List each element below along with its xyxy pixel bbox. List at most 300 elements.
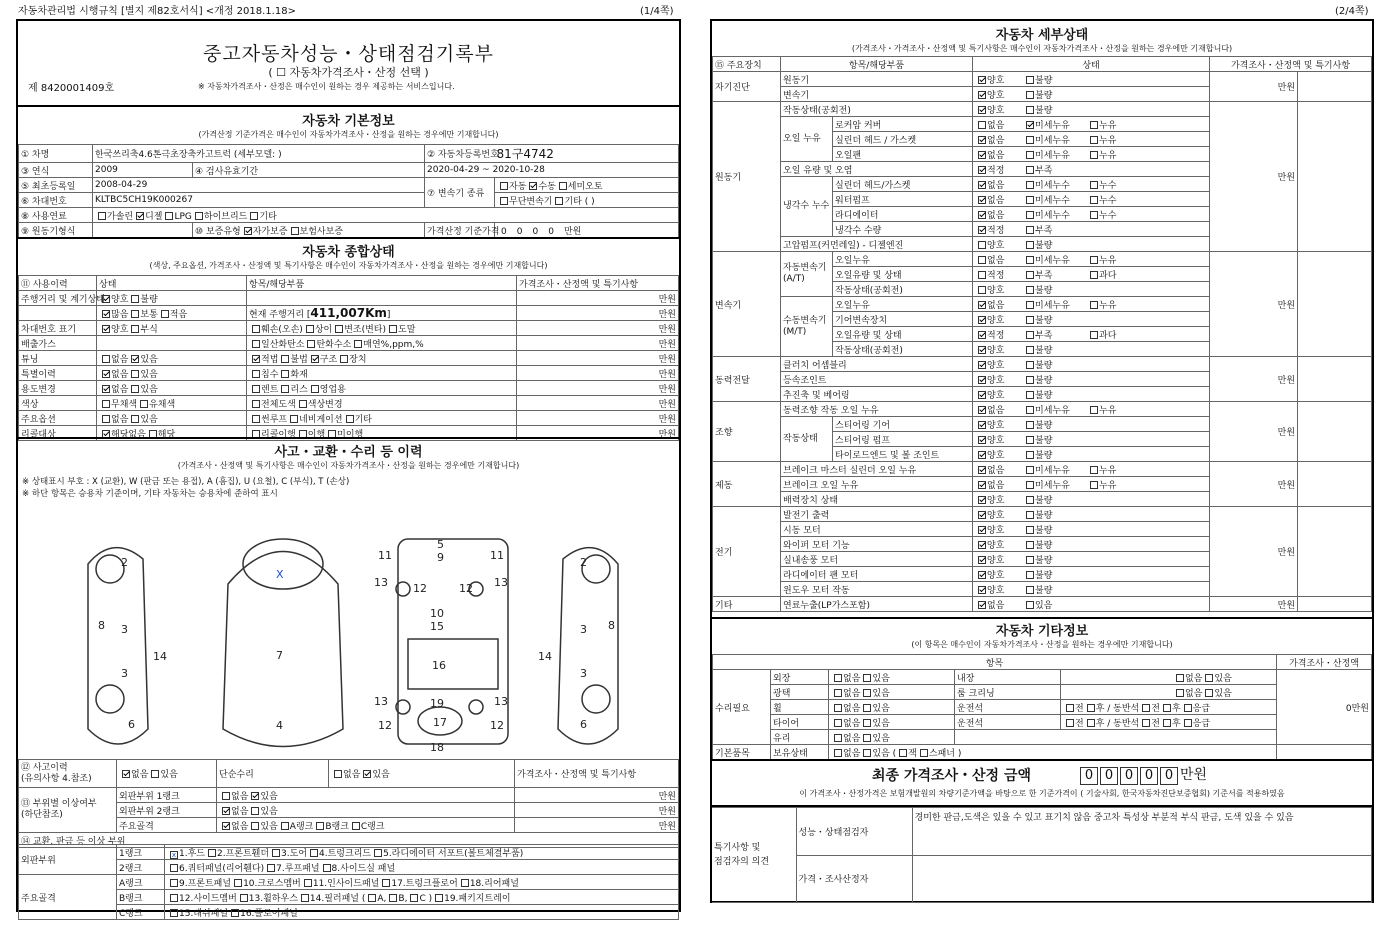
checkbox[interactable] — [102, 325, 110, 333]
doc-number: 제 8420001409호 — [28, 83, 115, 94]
checkbox[interactable] — [234, 879, 242, 887]
rank-item: 13.휠하우스 — [248, 893, 298, 904]
checkbox[interactable] — [978, 301, 986, 309]
checkbox[interactable] — [1090, 406, 1098, 414]
checkbox[interactable] — [978, 151, 986, 159]
overall-title: 자동차 종합상태 — [302, 245, 395, 260]
checkbox[interactable] — [131, 385, 139, 393]
unit: 만원 — [517, 291, 679, 306]
outer-panel-label: 외판부위 — [19, 845, 117, 875]
checkbox[interactable] — [170, 864, 178, 872]
checkbox[interactable] — [252, 355, 260, 363]
checkbox[interactable] — [978, 76, 986, 84]
checkbox[interactable] — [834, 704, 842, 712]
checkbox[interactable] — [352, 822, 360, 830]
checkbox[interactable] — [131, 310, 139, 318]
checkbox[interactable] — [978, 376, 986, 384]
group-label: 기타 — [713, 597, 781, 612]
checkbox[interactable] — [978, 271, 986, 279]
checkbox[interactable] — [252, 370, 260, 378]
checkbox[interactable] — [978, 241, 986, 249]
state-cell — [973, 312, 1210, 327]
checkbox[interactable] — [131, 370, 139, 378]
checkbox[interactable] — [1026, 196, 1034, 204]
checkbox[interactable] — [978, 601, 986, 609]
checkbox[interactable] — [978, 511, 986, 519]
checkbox[interactable] — [978, 316, 986, 324]
checkbox[interactable] — [978, 556, 986, 564]
checkbox[interactable] — [1026, 211, 1034, 219]
car-diagram — [18, 529, 679, 757]
checkbox[interactable] — [978, 451, 986, 459]
checkbox[interactable] — [251, 822, 259, 830]
checkbox[interactable] — [323, 864, 331, 872]
checkbox[interactable] — [899, 749, 907, 757]
checkbox[interactable] — [281, 822, 289, 830]
checkbox[interactable] — [461, 879, 469, 887]
checkbox[interactable] — [1026, 391, 1034, 399]
overall-row — [19, 351, 679, 366]
opt: 적정 — [987, 270, 1005, 281]
checkbox[interactable] — [863, 719, 871, 727]
opt: 썬루프 — [261, 414, 288, 425]
checkbox[interactable] — [978, 211, 986, 219]
checkbox[interactable] — [834, 674, 842, 682]
checkbox[interactable] — [165, 212, 173, 220]
detail-row — [713, 597, 1372, 612]
checkbox[interactable] — [102, 295, 110, 303]
opt: 누유 — [1099, 405, 1117, 416]
opt: 적법 — [261, 354, 279, 365]
checkbox[interactable] — [1026, 346, 1034, 354]
page-number-1: (1/4쪽) — [640, 6, 674, 17]
frame-opts — [217, 818, 515, 833]
digit: 0 — [1120, 767, 1138, 785]
checkbox[interactable] — [161, 310, 169, 318]
fuel-label: ⑧ 사용연료 — [19, 208, 93, 223]
state-cell — [973, 102, 1210, 117]
checkbox[interactable] — [250, 212, 258, 220]
opt: 없음 — [843, 748, 861, 759]
checkbox[interactable] — [834, 719, 842, 727]
checkbox[interactable] — [122, 770, 130, 778]
checkbox[interactable] — [978, 466, 986, 474]
checkbox[interactable] — [1090, 211, 1098, 219]
checkbox[interactable] — [978, 361, 986, 369]
checkbox[interactable] — [1090, 481, 1098, 489]
checkbox[interactable] — [529, 182, 537, 190]
checkbox[interactable]: x — [171, 850, 177, 859]
checkbox[interactable] — [301, 894, 309, 902]
checkbox[interactable] — [240, 894, 248, 902]
checkbox[interactable] — [978, 526, 986, 534]
checkbox[interactable] — [863, 704, 871, 712]
legend-1: ※ 상태표시 부호 : X (교환), W (판금 또는 용접), A (흠집), U (요철), C (부식), T (손상) — [22, 477, 350, 487]
form-subtitle: ( ☐ 자동차가격조사・산정 선택 ) — [268, 66, 429, 79]
checkbox[interactable] — [1090, 196, 1098, 204]
checkbox[interactable] — [1026, 316, 1034, 324]
checkbox[interactable] — [299, 400, 307, 408]
checkbox[interactable] — [1066, 719, 1074, 727]
checkbox[interactable] — [1066, 704, 1074, 712]
opt: 누유 — [1099, 255, 1117, 266]
checkbox[interactable] — [1205, 689, 1213, 697]
checkbox[interactable] — [1026, 76, 1034, 84]
checkbox[interactable] — [1090, 301, 1098, 309]
opt: 미세누수 — [1035, 180, 1070, 191]
checkbox[interactable] — [311, 355, 319, 363]
checkbox[interactable] — [1026, 541, 1034, 549]
opt: 색상변경 — [307, 399, 343, 410]
checkbox[interactable] — [306, 325, 314, 333]
checkbox[interactable] — [102, 355, 110, 363]
checkbox[interactable] — [304, 879, 312, 887]
unit: 만원 — [517, 411, 679, 426]
checkbox[interactable] — [978, 406, 986, 414]
opt: 있음 — [872, 688, 890, 699]
checkbox[interactable] — [251, 792, 259, 800]
item-label: 등속조인트 — [781, 372, 973, 387]
inspection-value: 2020-04-29 ~ 2020-10-28 — [425, 163, 679, 178]
checkbox[interactable] — [978, 421, 986, 429]
checkbox[interactable] — [316, 822, 324, 830]
checkbox[interactable] — [1026, 271, 1034, 279]
checkbox[interactable] — [1026, 361, 1034, 369]
checkbox[interactable] — [1026, 586, 1034, 594]
checkbox[interactable] — [1026, 136, 1034, 144]
checkbox[interactable] — [170, 879, 178, 887]
checkbox[interactable] — [1205, 674, 1213, 682]
checkbox[interactable] — [1176, 674, 1184, 682]
checkbox[interactable] — [1090, 256, 1098, 264]
group-label: 원동기 — [713, 102, 781, 252]
checkbox[interactable] — [374, 849, 382, 857]
header: 상태 — [973, 57, 1210, 72]
checkbox[interactable] — [1184, 719, 1192, 727]
opt: 기타 — [354, 414, 372, 425]
item-label: 배력장치 상태 — [781, 492, 973, 507]
remark-cell — [1298, 357, 1372, 402]
opts — [829, 715, 955, 730]
state-cell — [973, 372, 1210, 387]
checkbox[interactable] — [151, 770, 159, 778]
opt: 양호 — [987, 345, 1005, 356]
item-label: 브레이크 마스터 실린더 오일 누유 — [781, 462, 973, 477]
checkbox[interactable] — [978, 106, 986, 114]
checkbox[interactable] — [1142, 719, 1150, 727]
checkbox[interactable] — [131, 415, 139, 423]
checkbox[interactable] — [222, 792, 230, 800]
checkbox[interactable] — [267, 864, 275, 872]
checkbox[interactable] — [222, 807, 230, 815]
checkbox[interactable] — [290, 415, 298, 423]
opt: 불법 — [290, 354, 308, 365]
checkbox[interactable] — [978, 226, 986, 234]
checkbox[interactable] — [978, 391, 986, 399]
checkbox[interactable] — [281, 355, 289, 363]
history-opts — [117, 760, 217, 788]
checkbox[interactable] — [1026, 601, 1034, 609]
part-9: 9 — [437, 551, 444, 564]
opt: ( — [892, 748, 897, 759]
checkbox[interactable] — [978, 436, 986, 444]
checkbox[interactable] — [1090, 151, 1098, 159]
checkbox[interactable] — [920, 749, 928, 757]
checkbox[interactable] — [131, 355, 139, 363]
checkbox[interactable] — [310, 849, 318, 857]
checkbox[interactable] — [252, 385, 260, 393]
checkbox[interactable] — [1163, 704, 1171, 712]
checkbox[interactable] — [102, 385, 110, 393]
checkbox[interactable] — [252, 340, 260, 348]
checkbox[interactable] — [136, 212, 144, 220]
checkbox[interactable] — [834, 689, 842, 697]
checkbox[interactable] — [102, 370, 110, 378]
checkbox[interactable] — [1026, 466, 1034, 474]
opt: 미세누유 — [1035, 135, 1070, 146]
checkbox[interactable] — [1176, 689, 1184, 697]
checkbox[interactable] — [978, 256, 986, 264]
opt: 일산화탄소 — [261, 339, 305, 350]
checkbox[interactable] — [1090, 271, 1098, 279]
checkbox[interactable] — [140, 400, 148, 408]
unit: 만원 — [563, 226, 582, 237]
checkbox[interactable] — [1026, 496, 1034, 504]
checkbox[interactable] — [1026, 91, 1034, 99]
row-label: 차대번호 표기 — [19, 321, 97, 336]
checkbox[interactable] — [222, 822, 230, 830]
overall-row — [19, 291, 679, 306]
item-label: 오일팬 — [833, 147, 973, 162]
checkbox[interactable] — [354, 340, 362, 348]
checkbox[interactable] — [251, 807, 259, 815]
checkbox[interactable] — [208, 849, 216, 857]
part-13: 13 — [494, 576, 508, 589]
checkbox[interactable] — [978, 166, 986, 174]
item-cell — [247, 291, 517, 306]
checkbox[interactable] — [863, 689, 871, 697]
opt: 침수 — [261, 369, 279, 380]
checkbox[interactable] — [863, 749, 871, 757]
checkbox[interactable] — [1026, 166, 1034, 174]
checkbox[interactable] — [1026, 226, 1034, 234]
opt: 디젤 — [145, 211, 163, 222]
checkbox[interactable] — [435, 894, 443, 902]
rank-row — [19, 905, 679, 920]
checkbox[interactable] — [102, 415, 110, 423]
checkbox[interactable] — [170, 894, 178, 902]
checkbox[interactable] — [1026, 301, 1034, 309]
checkbox[interactable] — [1090, 121, 1098, 129]
checkbox[interactable] — [978, 571, 986, 579]
checkbox[interactable] — [252, 415, 260, 423]
checkbox[interactable] — [978, 136, 986, 144]
service-notice: ※ 자동차가격조사・산정은 매수인이 원하는 경우 제공하는 서비스입니다. — [198, 82, 455, 91]
checkbox[interactable] — [978, 346, 986, 354]
year-value: 2009 — [93, 163, 193, 178]
checkbox[interactable] — [978, 586, 986, 594]
checkbox[interactable] — [195, 212, 203, 220]
checkbox[interactable] — [1026, 406, 1034, 414]
opt: 응급 — [1192, 718, 1211, 729]
checkbox[interactable] — [1026, 286, 1034, 294]
checkbox[interactable] — [1026, 481, 1034, 489]
checkbox[interactable] — [978, 181, 986, 189]
checkbox[interactable] — [1026, 151, 1034, 159]
checkbox[interactable] — [340, 355, 348, 363]
checkbox[interactable] — [500, 197, 508, 205]
checkbox[interactable] — [1026, 256, 1034, 264]
checkbox[interactable] — [389, 325, 397, 333]
checkbox[interactable] — [1026, 121, 1034, 129]
checkbox[interactable] — [1026, 181, 1034, 189]
opt: 양호 — [987, 285, 1005, 296]
opt: 없음 — [987, 135, 1005, 146]
checkbox[interactable] — [389, 894, 397, 902]
checkbox[interactable] — [1026, 241, 1034, 249]
title-block — [18, 21, 679, 105]
checkbox[interactable] — [102, 310, 110, 318]
opt: 매연 — [363, 339, 381, 350]
checkbox[interactable] — [1026, 556, 1034, 564]
checkbox[interactable] — [1026, 511, 1034, 519]
checkbox[interactable] — [1026, 451, 1034, 459]
item: 휠 — [771, 700, 829, 715]
checkbox[interactable] — [1026, 436, 1034, 444]
state-cell — [973, 327, 1210, 342]
checkbox[interactable] — [1026, 421, 1034, 429]
rank-items — [165, 905, 679, 920]
checkbox[interactable] — [834, 749, 842, 757]
rank-table — [18, 844, 679, 920]
opt: 응급 — [1192, 703, 1211, 714]
rank-item: 18.리어패널 — [469, 878, 519, 889]
checkbox[interactable] — [978, 481, 986, 489]
state-cell — [973, 567, 1210, 582]
checkbox[interactable] — [307, 340, 315, 348]
state-cell — [973, 207, 1210, 222]
law-header: 자동차관리법 시행규칙 [별지 제82호서식] <개정 2018.1.18> — [18, 6, 296, 17]
checkbox[interactable] — [1090, 136, 1098, 144]
detail-row — [713, 402, 1372, 417]
item-label: 오일누유 — [833, 297, 973, 312]
checkbox[interactable] — [1087, 719, 1095, 727]
unit: 만원 — [517, 426, 679, 441]
checkbox[interactable] — [368, 894, 376, 902]
checkbox[interactable] — [272, 849, 280, 857]
warranty-cell — [193, 223, 425, 238]
checkbox[interactable] — [500, 182, 508, 190]
checkbox[interactable] — [1090, 181, 1098, 189]
left-side-car — [88, 548, 148, 744]
opt: 유채색 — [149, 399, 176, 410]
checkbox[interactable] — [555, 197, 563, 205]
unit: 만원 — [517, 336, 679, 351]
checkbox[interactable] — [1026, 526, 1034, 534]
checkbox[interactable] — [102, 400, 110, 408]
item-label: 추진축 및 베어링 — [781, 387, 973, 402]
item-label: 와이퍼 모터 기능 — [781, 537, 973, 552]
checkbox[interactable] — [98, 212, 106, 220]
checkbox[interactable] — [231, 909, 239, 917]
checkbox[interactable] — [252, 400, 260, 408]
rank-item: 14.필러패널 ( — [309, 893, 366, 904]
checkbox[interactable] — [978, 331, 986, 339]
checkbox[interactable] — [863, 734, 871, 742]
checkbox[interactable] — [131, 325, 139, 333]
price-unit: 만원 — [1210, 102, 1298, 252]
checkbox[interactable] — [834, 734, 842, 742]
opt: 없음 — [987, 465, 1005, 476]
checkbox[interactable] — [1026, 571, 1034, 579]
checkbox[interactable] — [363, 770, 371, 778]
opt: 없음 — [987, 120, 1005, 131]
checkbox[interactable] — [334, 770, 342, 778]
checkbox[interactable] — [978, 121, 986, 129]
checkbox[interactable] — [252, 325, 260, 333]
checkbox[interactable] — [1163, 719, 1171, 727]
history-label: ⑫ 사고이력 (유의사항 4.참조) — [19, 760, 117, 788]
checkbox[interactable] — [1090, 466, 1098, 474]
checkbox[interactable] — [170, 909, 178, 917]
checkbox[interactable] — [281, 385, 289, 393]
checkbox[interactable] — [311, 385, 319, 393]
checkbox[interactable] — [244, 227, 252, 235]
first-reg-value: 2008-04-29 — [93, 178, 425, 193]
opt: 전 — [1075, 703, 1084, 714]
row-label: 주행거리 및 계기상태 — [19, 291, 97, 306]
checkbox[interactable] — [131, 295, 139, 303]
part-14: 14 — [538, 650, 552, 663]
part-13: 13 — [374, 576, 388, 589]
remarks-section — [712, 805, 1372, 901]
checkbox[interactable] — [1026, 376, 1034, 384]
rank-item: C ) — [419, 893, 433, 904]
opts — [1061, 685, 1277, 700]
checkbox[interactable] — [1090, 331, 1098, 339]
opt-auto: 자동 — [509, 181, 527, 192]
checkbox[interactable] — [1026, 106, 1034, 114]
opt: 후 — [1095, 718, 1105, 729]
checkbox[interactable] — [382, 879, 390, 887]
checkbox[interactable] — [978, 196, 986, 204]
row-label: 특별이력 — [19, 366, 97, 381]
checkbox[interactable] — [1184, 704, 1192, 712]
checkbox[interactable] — [335, 325, 343, 333]
checkbox[interactable] — [978, 496, 986, 504]
rank-item: 7.루프패널 — [276, 863, 320, 874]
opt-cvt: 무단변속기 — [509, 196, 553, 207]
checkbox[interactable] — [559, 182, 567, 190]
checkbox[interactable] — [346, 415, 354, 423]
checkbox[interactable] — [978, 541, 986, 549]
checkbox[interactable] — [281, 370, 289, 378]
checkbox[interactable] — [1142, 704, 1150, 712]
opt: 많음 — [111, 309, 129, 320]
checkbox[interactable] — [291, 227, 299, 235]
rank-item: B, — [398, 893, 408, 904]
state-cell — [973, 387, 1210, 402]
opt: 있음 — [260, 806, 278, 817]
checkbox[interactable] — [1026, 331, 1034, 339]
checkbox[interactable] — [978, 286, 986, 294]
checkbox[interactable] — [863, 674, 871, 682]
item: 룸 크리닝 — [955, 685, 1061, 700]
checkbox[interactable] — [978, 91, 986, 99]
checkbox[interactable] — [410, 894, 418, 902]
fr-opts — [1061, 700, 1277, 715]
checkbox[interactable] — [1087, 704, 1095, 712]
